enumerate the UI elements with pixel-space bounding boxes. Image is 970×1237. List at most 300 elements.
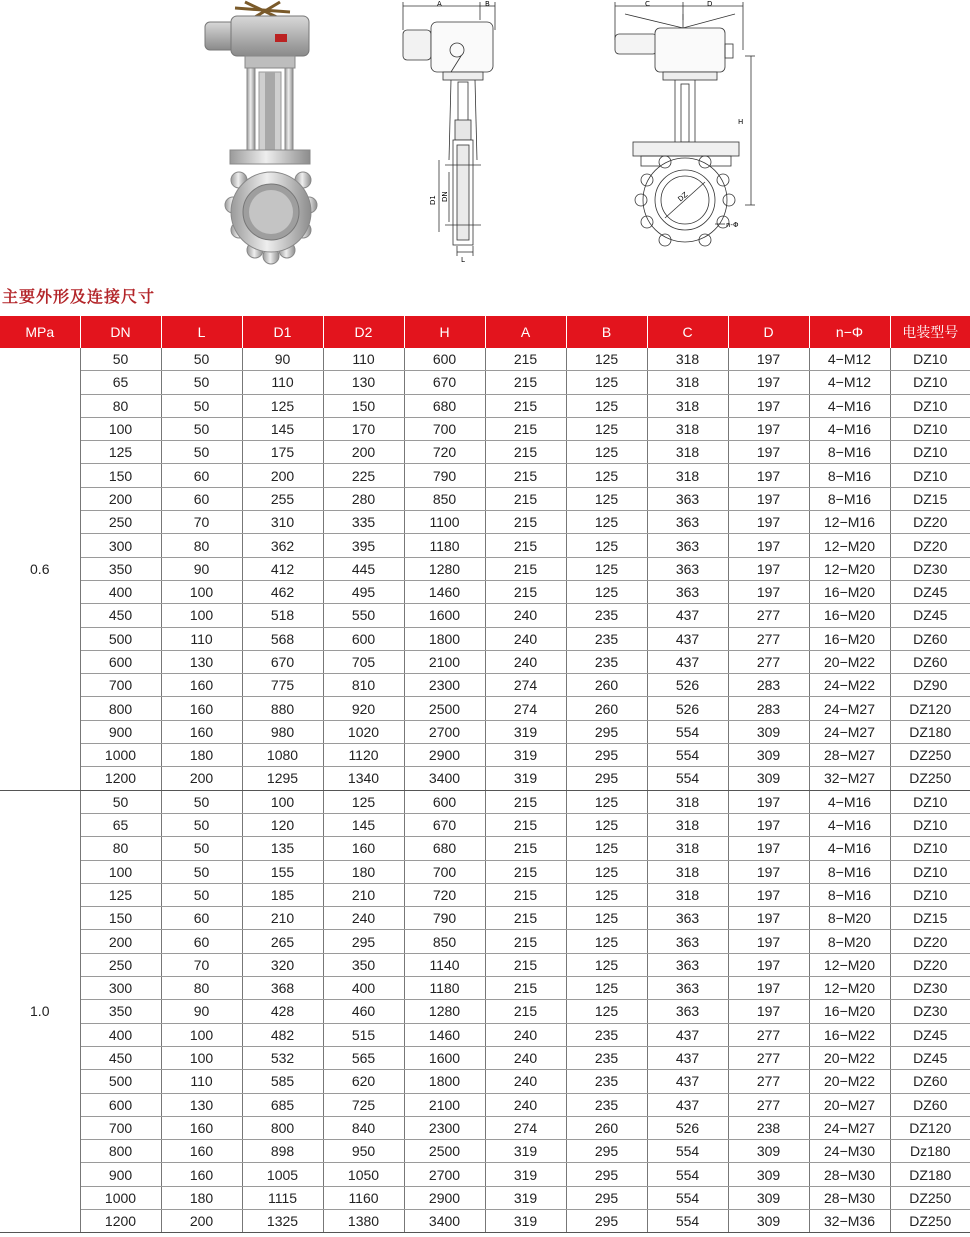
table-cell: 1600	[404, 1046, 485, 1069]
table-cell: 670	[404, 813, 485, 836]
table-cell: DZ250	[890, 744, 970, 767]
table-row	[0, 627, 970, 650]
table-cell: 28−M30	[809, 1186, 890, 1209]
table-cell: 160	[161, 720, 242, 743]
table-cell: 110	[242, 371, 323, 394]
column-header: DN	[80, 316, 161, 348]
table-cell: 210	[323, 883, 404, 906]
table-cell: 210	[242, 907, 323, 930]
table-cell: 1005	[242, 1163, 323, 1186]
table-cell: 12−M16	[809, 511, 890, 534]
table-row	[0, 1209, 970, 1232]
table-cell: 215	[485, 930, 566, 953]
table-cell: 197	[728, 790, 809, 813]
table-cell: 850	[404, 487, 485, 510]
table-cell: 1000	[80, 1186, 161, 1209]
table-cell: 600	[404, 790, 485, 813]
table-cell: 160	[161, 1116, 242, 1139]
table-cell: DZ120	[890, 1116, 970, 1139]
table-row	[0, 604, 970, 627]
table-cell: 1080	[242, 744, 323, 767]
table-cell: 319	[485, 720, 566, 743]
table-cell: 240	[485, 1023, 566, 1046]
table-cell: 120	[242, 813, 323, 836]
table-cell: 197	[728, 394, 809, 417]
table-row	[0, 441, 970, 464]
table-cell: 437	[647, 1046, 728, 1069]
table-cell: Dz180	[890, 1140, 970, 1163]
table-cell: DZ10	[890, 394, 970, 417]
table-row	[0, 790, 970, 813]
table-cell: 100	[80, 417, 161, 440]
table-cell: 16−M20	[809, 604, 890, 627]
table-cell: 500	[80, 1070, 161, 1093]
table-cell: 50	[161, 348, 242, 371]
table-cell: 100	[161, 604, 242, 627]
pressure-cell: 0.6	[0, 348, 80, 790]
table-cell: 135	[242, 837, 323, 860]
table-cell: 215	[485, 371, 566, 394]
table-cell: 215	[485, 860, 566, 883]
table-cell: 8−M20	[809, 907, 890, 930]
table-cell: 12−M20	[809, 953, 890, 976]
table-cell: 50	[161, 790, 242, 813]
table-cell: 125	[566, 394, 647, 417]
table-cell: 235	[566, 1070, 647, 1093]
table-cell: 235	[566, 1046, 647, 1069]
table-cell: 1000	[80, 744, 161, 767]
table-cell: 16−M22	[809, 1023, 890, 1046]
column-header: 电装型号	[890, 316, 970, 348]
table-cell: 80	[161, 534, 242, 557]
table-cell: 700	[404, 860, 485, 883]
table-cell: 16−M20	[809, 627, 890, 650]
table-cell: 1140	[404, 953, 485, 976]
table-cell: 200	[161, 1209, 242, 1232]
table-cell: 1120	[323, 744, 404, 767]
table-cell: 2900	[404, 1186, 485, 1209]
table-cell: 110	[161, 1070, 242, 1093]
table-row	[0, 511, 970, 534]
table-row	[0, 744, 970, 767]
table-cell: 1280	[404, 1000, 485, 1023]
table-cell: DZ10	[890, 860, 970, 883]
table-cell: 100	[161, 1023, 242, 1046]
table-cell: 554	[647, 1140, 728, 1163]
table-cell: 235	[566, 1093, 647, 1116]
dimension-table	[0, 316, 970, 1233]
table-cell: 125	[80, 883, 161, 906]
table-cell: 460	[323, 1000, 404, 1023]
table-cell: DZ45	[890, 604, 970, 627]
table-cell: 295	[566, 1163, 647, 1186]
table-cell: DZ20	[890, 534, 970, 557]
table-cell: 28−M27	[809, 744, 890, 767]
table-cell: 160	[161, 697, 242, 720]
table-cell: 215	[485, 837, 566, 860]
table-cell: 319	[485, 1186, 566, 1209]
table-cell: 70	[161, 511, 242, 534]
table-cell: 265	[242, 930, 323, 953]
table-cell: DZ20	[890, 930, 970, 953]
table-cell: 526	[647, 697, 728, 720]
table-cell: 197	[728, 487, 809, 510]
table-cell: 65	[80, 371, 161, 394]
table-cell: 197	[728, 417, 809, 440]
table-cell: 320	[242, 953, 323, 976]
table-cell: 295	[566, 1140, 647, 1163]
column-header: L	[161, 316, 242, 348]
table-row	[0, 348, 970, 371]
table-cell: 240	[485, 604, 566, 627]
table-cell: 4−M16	[809, 417, 890, 440]
dim-n-phi-label: n-Φ	[726, 221, 739, 229]
table-cell: 620	[323, 1070, 404, 1093]
table-cell: 395	[323, 534, 404, 557]
table-cell: 125	[566, 557, 647, 580]
table-cell: 8−M16	[809, 441, 890, 464]
table-cell: 24−M30	[809, 1140, 890, 1163]
table-cell: 277	[728, 604, 809, 627]
table-cell: 318	[647, 860, 728, 883]
column-header: n−Φ	[809, 316, 890, 348]
table-cell: 100	[242, 790, 323, 813]
table-cell: 260	[566, 674, 647, 697]
table-cell: 110	[161, 627, 242, 650]
table-cell: 1200	[80, 767, 161, 790]
table-cell: 215	[485, 580, 566, 603]
table-cell: 1160	[323, 1186, 404, 1209]
table-row	[0, 883, 970, 906]
table-cell: 240	[485, 1093, 566, 1116]
table-cell: 150	[80, 907, 161, 930]
table-cell: 1200	[80, 1209, 161, 1232]
side-view-drawing	[395, 0, 505, 265]
table-cell: 125	[566, 860, 647, 883]
table-cell: 295	[323, 930, 404, 953]
table-cell: 554	[647, 744, 728, 767]
table-cell: 680	[404, 837, 485, 860]
table-row	[0, 1163, 970, 1186]
table-cell: 1100	[404, 511, 485, 534]
table-cell: 280	[323, 487, 404, 510]
table-cell: 350	[323, 953, 404, 976]
table-cell: 1115	[242, 1186, 323, 1209]
table-cell: 60	[161, 487, 242, 510]
table-cell: 1180	[404, 534, 485, 557]
table-cell: 495	[323, 580, 404, 603]
table-cell: 197	[728, 348, 809, 371]
table-cell: 197	[728, 883, 809, 906]
table-cell: 200	[242, 464, 323, 487]
table-cell: 197	[728, 534, 809, 557]
table-cell: 309	[728, 744, 809, 767]
table-cell: 319	[485, 1163, 566, 1186]
table-row	[0, 394, 970, 417]
table-cell: 309	[728, 1163, 809, 1186]
table-cell: 363	[647, 511, 728, 534]
dim-c-label: C	[645, 0, 650, 8]
table-cell: 363	[647, 930, 728, 953]
table-cell: 568	[242, 627, 323, 650]
table-cell: 197	[728, 580, 809, 603]
section-title: 主要外形及连接尺寸	[2, 287, 156, 306]
table-cell: 50	[161, 394, 242, 417]
column-header: C	[647, 316, 728, 348]
table-cell: 125	[566, 417, 647, 440]
table-row	[0, 813, 970, 836]
table-cell: 4−M16	[809, 790, 890, 813]
table-cell: 1295	[242, 767, 323, 790]
column-header: MPa	[0, 316, 80, 348]
table-cell: 100	[161, 580, 242, 603]
table-cell: DZ180	[890, 1163, 970, 1186]
table-cell: 350	[80, 1000, 161, 1023]
table-cell: 318	[647, 441, 728, 464]
table-row	[0, 1023, 970, 1046]
table-cell: 255	[242, 487, 323, 510]
table-cell: 170	[323, 417, 404, 440]
table-cell: 235	[566, 1023, 647, 1046]
table-cell: 60	[161, 930, 242, 953]
table-cell: DZ10	[890, 813, 970, 836]
table-row	[0, 953, 970, 976]
table-cell: 125	[566, 790, 647, 813]
table-cell: 197	[728, 557, 809, 580]
table-cell: 240	[485, 650, 566, 673]
table-cell: 319	[485, 1209, 566, 1232]
table-cell: 197	[728, 1000, 809, 1023]
table-cell: 20−M27	[809, 1093, 890, 1116]
table-cell: 363	[647, 953, 728, 976]
table-cell: 110	[323, 348, 404, 371]
table-cell: 800	[80, 1140, 161, 1163]
table-cell: 518	[242, 604, 323, 627]
table-cell: 600	[80, 650, 161, 673]
table-cell: 90	[161, 557, 242, 580]
table-row	[0, 417, 970, 440]
table-row	[0, 907, 970, 930]
table-cell: 295	[566, 720, 647, 743]
table-cell: 125	[566, 534, 647, 557]
table-cell: DZ15	[890, 487, 970, 510]
table-row	[0, 674, 970, 697]
table-cell: 318	[647, 394, 728, 417]
table-cell: 2500	[404, 697, 485, 720]
table-cell: 1180	[404, 977, 485, 1000]
table-cell: 160	[161, 1140, 242, 1163]
table-cell: DZ10	[890, 348, 970, 371]
table-row	[0, 557, 970, 580]
table-cell: 700	[404, 417, 485, 440]
table-cell: 24−M22	[809, 674, 890, 697]
table-cell: 215	[485, 534, 566, 557]
table-cell: 215	[485, 441, 566, 464]
table-cell: 2100	[404, 1093, 485, 1116]
column-header: D	[728, 316, 809, 348]
table-cell: 450	[80, 604, 161, 627]
table-cell: 277	[728, 1070, 809, 1093]
front-view-drawing	[605, 0, 765, 265]
table-cell: 309	[728, 720, 809, 743]
table-cell: 238	[728, 1116, 809, 1139]
table-cell: 1325	[242, 1209, 323, 1232]
table-cell: 200	[80, 487, 161, 510]
table-cell: 295	[566, 744, 647, 767]
table-cell: 900	[80, 1163, 161, 1186]
table-cell: 12−M20	[809, 557, 890, 580]
table-cell: 840	[323, 1116, 404, 1139]
table-cell: 197	[728, 977, 809, 1000]
table-cell: 24−M27	[809, 720, 890, 743]
table-cell: 125	[566, 907, 647, 930]
table-cell: 362	[242, 534, 323, 557]
table-cell: 319	[485, 767, 566, 790]
table-cell: 318	[647, 883, 728, 906]
table-cell: DZ250	[890, 767, 970, 790]
table-cell: 197	[728, 511, 809, 534]
table-cell: 215	[485, 1000, 566, 1023]
table-cell: DZ250	[890, 1186, 970, 1209]
table-cell: 363	[647, 907, 728, 930]
table-cell: 197	[728, 441, 809, 464]
table-cell: DZ30	[890, 1000, 970, 1023]
table-cell: 250	[80, 511, 161, 534]
table-cell: 50	[161, 417, 242, 440]
table-cell: 16−M20	[809, 1000, 890, 1023]
table-cell: 197	[728, 930, 809, 953]
table-cell: 125	[566, 371, 647, 394]
table-cell: 145	[323, 813, 404, 836]
table-cell: 318	[647, 790, 728, 813]
table-cell: 318	[647, 464, 728, 487]
table-cell: DZ120	[890, 697, 970, 720]
table-cell: 335	[323, 511, 404, 534]
table-row	[0, 1070, 970, 1093]
table-cell: DZ30	[890, 557, 970, 580]
table-cell: 197	[728, 837, 809, 860]
table-cell: DZ10	[890, 790, 970, 813]
table-cell: 235	[566, 627, 647, 650]
table-cell: 80	[80, 394, 161, 417]
table-cell: 437	[647, 627, 728, 650]
table-cell: 554	[647, 767, 728, 790]
table-cell: 277	[728, 1093, 809, 1116]
table-row	[0, 487, 970, 510]
table-cell: 125	[242, 394, 323, 417]
table-cell: 400	[80, 1023, 161, 1046]
table-cell: 240	[485, 1070, 566, 1093]
table-cell: 240	[485, 1046, 566, 1069]
table-cell: DZ45	[890, 1046, 970, 1069]
pressure-cell: 1.0	[0, 790, 80, 1233]
table-cell: 215	[485, 394, 566, 417]
table-cell: DZ10	[890, 441, 970, 464]
table-cell: 125	[566, 813, 647, 836]
table-cell: 215	[485, 953, 566, 976]
table-cell: 1460	[404, 580, 485, 603]
table-cell: 880	[242, 697, 323, 720]
table-cell: 412	[242, 557, 323, 580]
column-header: A	[485, 316, 566, 348]
table-row	[0, 697, 970, 720]
table-cell: 215	[485, 813, 566, 836]
table-cell: 600	[323, 627, 404, 650]
table-row	[0, 650, 970, 673]
table-cell: 1800	[404, 1070, 485, 1093]
table-cell: 720	[404, 441, 485, 464]
table-cell: 80	[80, 837, 161, 860]
table-cell: 8−M16	[809, 464, 890, 487]
table-cell: 363	[647, 487, 728, 510]
table-cell: 277	[728, 1046, 809, 1069]
table-cell: 309	[728, 1140, 809, 1163]
dim-dz-label: DZ	[676, 190, 690, 204]
table-cell: 1600	[404, 604, 485, 627]
table-header-row	[0, 316, 970, 348]
table-cell: 318	[647, 837, 728, 860]
table-cell: 197	[728, 464, 809, 487]
dim-dn-label: DN	[441, 191, 449, 202]
table-cell: 125	[566, 348, 647, 371]
table-cell: 2700	[404, 1163, 485, 1186]
table-cell: 600	[80, 1093, 161, 1116]
table-cell: 600	[404, 348, 485, 371]
table-cell: 125	[566, 953, 647, 976]
table-cell: 437	[647, 604, 728, 627]
table-cell: 60	[161, 464, 242, 487]
table-cell: 50	[161, 837, 242, 860]
table-cell: 215	[485, 790, 566, 813]
table-cell: 4−M16	[809, 837, 890, 860]
table-cell: 160	[161, 674, 242, 697]
table-cell: 125	[566, 487, 647, 510]
table-cell: 400	[323, 977, 404, 1000]
table-cell: 309	[728, 1209, 809, 1232]
table-cell: 800	[80, 697, 161, 720]
table-cell: 130	[323, 371, 404, 394]
table-cell: 898	[242, 1140, 323, 1163]
table-cell: 215	[485, 557, 566, 580]
table-cell: DZ60	[890, 1093, 970, 1116]
table-cell: 295	[566, 767, 647, 790]
table-cell: 2300	[404, 1116, 485, 1139]
table-cell: DZ20	[890, 511, 970, 534]
table-cell: 295	[566, 1186, 647, 1209]
table-cell: 277	[728, 1023, 809, 1046]
table-cell: 810	[323, 674, 404, 697]
table-cell: 200	[80, 930, 161, 953]
table-cell: 235	[566, 604, 647, 627]
table-cell: 790	[404, 464, 485, 487]
table-cell: DZ180	[890, 720, 970, 743]
table-cell: 526	[647, 1116, 728, 1139]
table-cell: 526	[647, 674, 728, 697]
table-cell: 670	[404, 371, 485, 394]
table-cell: 125	[566, 580, 647, 603]
table-row	[0, 464, 970, 487]
table-cell: 125	[323, 790, 404, 813]
table-cell: 4−M16	[809, 394, 890, 417]
table-cell: 100	[80, 860, 161, 883]
table-cell: 20−M22	[809, 650, 890, 673]
figures-area	[0, 0, 970, 275]
table-cell: 197	[728, 813, 809, 836]
table-cell: 500	[80, 627, 161, 650]
table-cell: DZ45	[890, 1023, 970, 1046]
table-row	[0, 1140, 970, 1163]
table-cell: 800	[242, 1116, 323, 1139]
